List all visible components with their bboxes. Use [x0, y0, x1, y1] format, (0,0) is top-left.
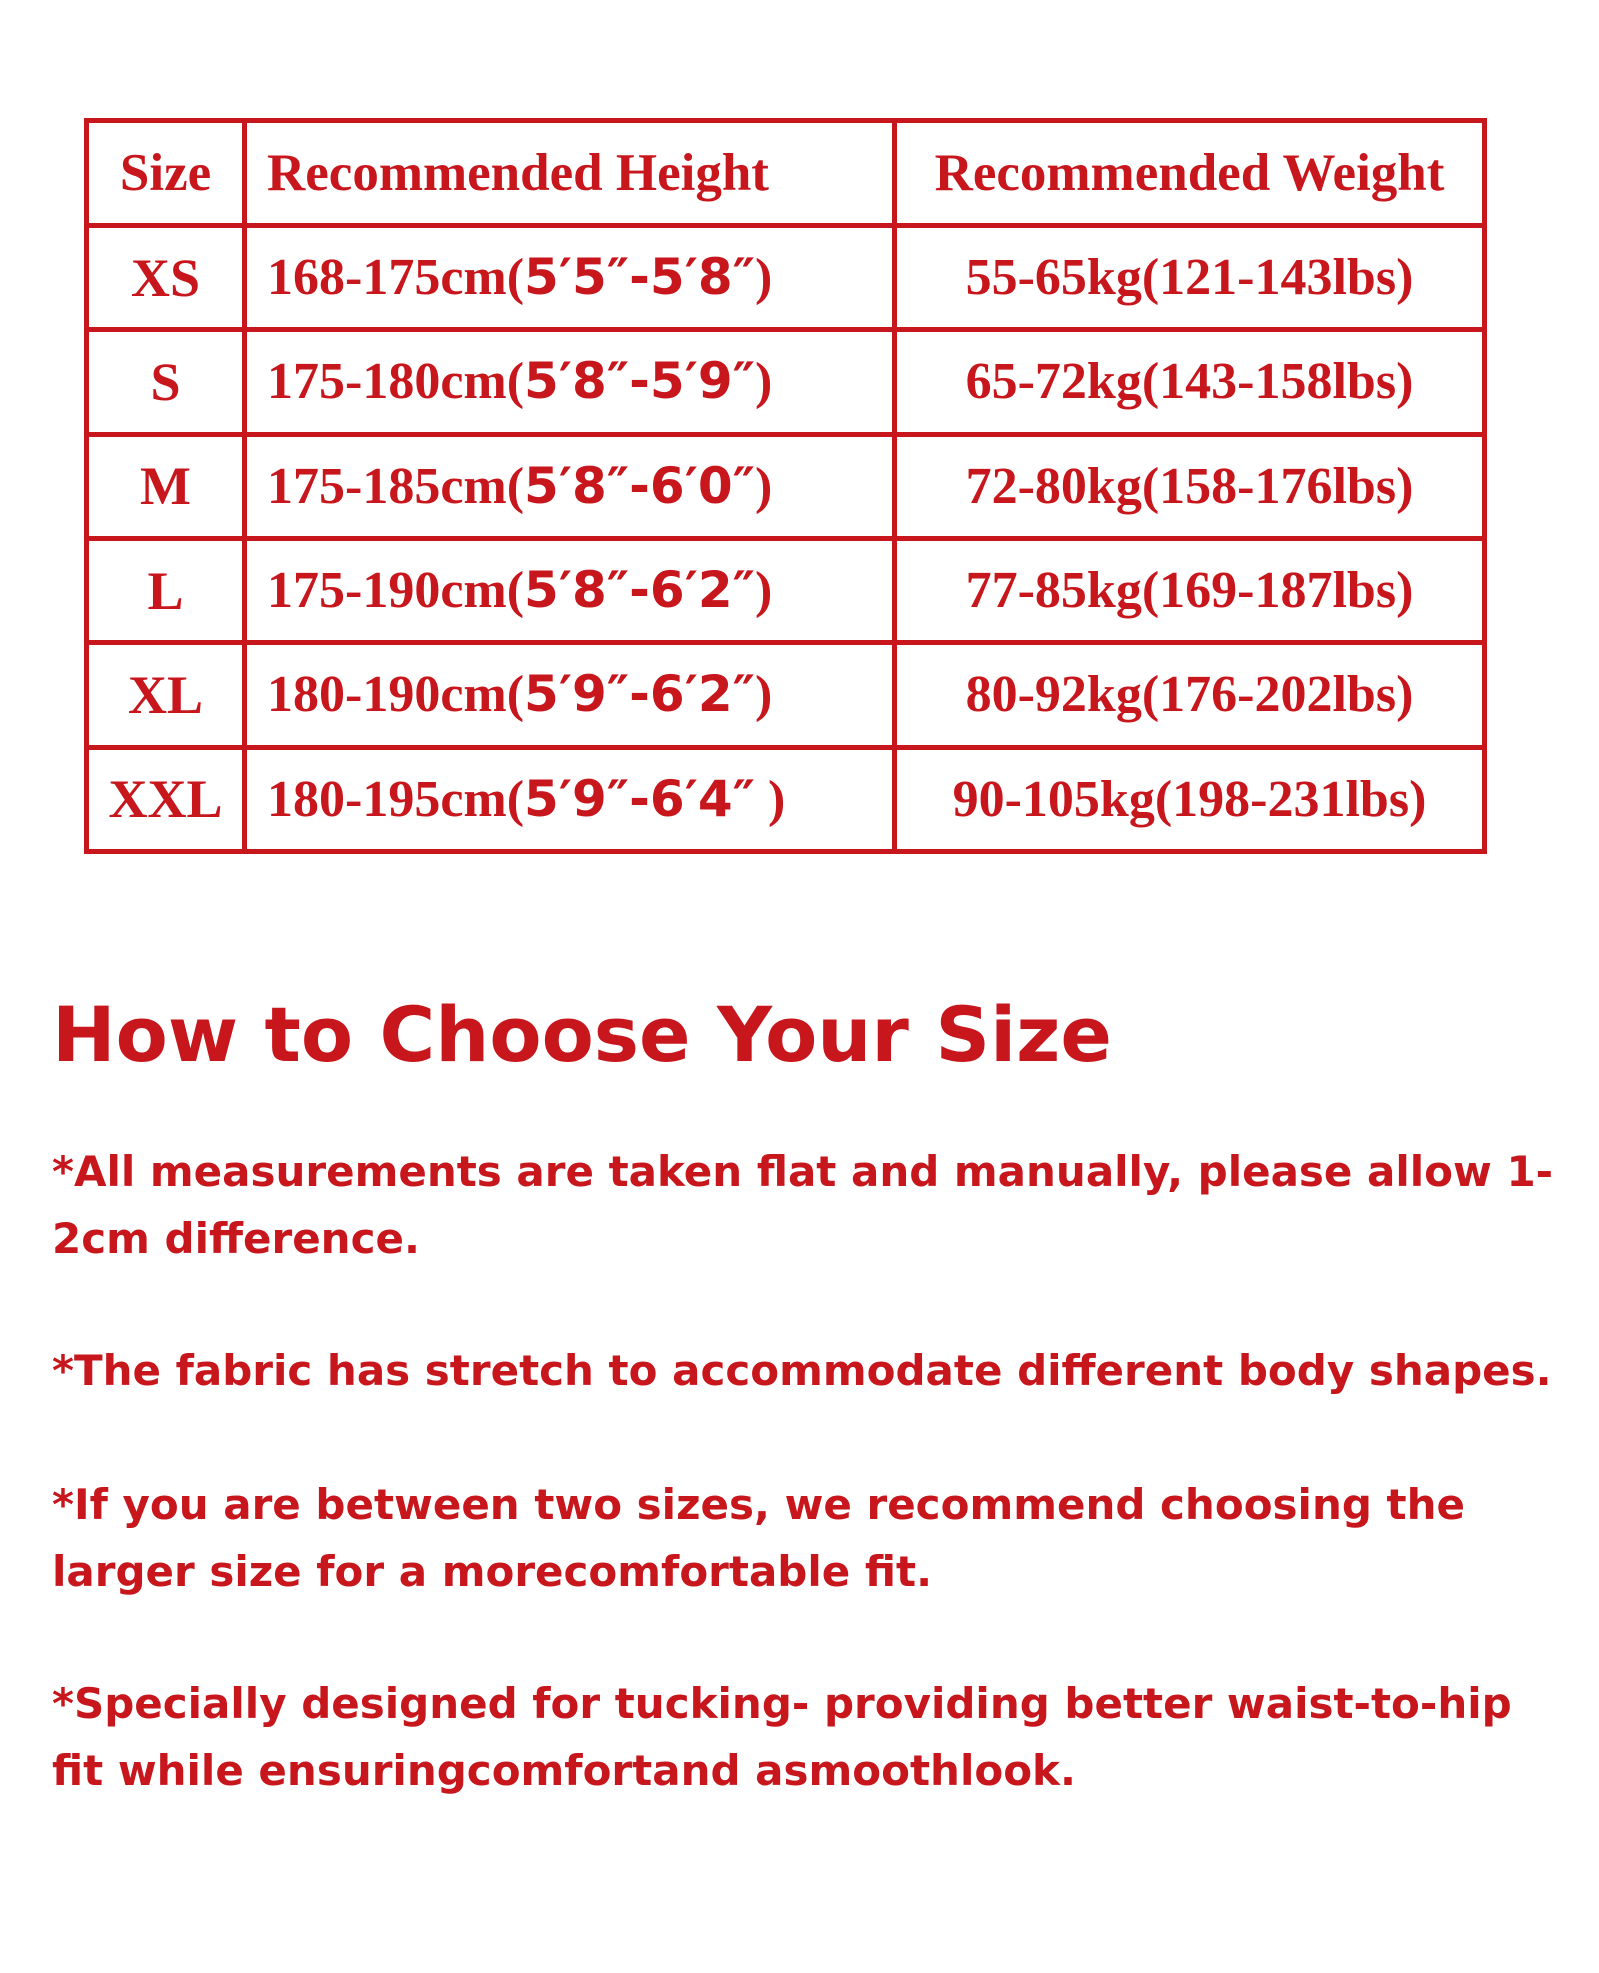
height-imperial: 5′5″-5′8″	[524, 248, 756, 307]
height-metric: 175-185cm	[267, 457, 507, 515]
height-imperial: 5′9″-6′2″	[524, 665, 756, 724]
paren-open: (	[506, 666, 525, 724]
size-chart-table	[84, 118, 1487, 854]
weight-cell: 65-72kg(143-158lbs)	[895, 330, 1485, 434]
height-cell	[245, 643, 895, 747]
table-row	[87, 747, 1485, 851]
paren-open: (	[506, 457, 525, 515]
paren-close: )	[755, 666, 773, 724]
paren-close: )	[755, 770, 786, 828]
weight-cell: 90-105kg(198-231lbs)	[895, 747, 1485, 851]
size-cell: S	[87, 330, 245, 434]
height-metric: 175-180cm	[267, 353, 507, 411]
paren-open: (	[506, 249, 525, 307]
paren-close: )	[755, 353, 773, 411]
size-cell: XL	[87, 643, 245, 747]
table-header-row	[87, 121, 1485, 226]
size-cell: L	[87, 538, 245, 642]
weight-cell: 80-92kg(176-202lbs)	[895, 643, 1485, 747]
height-metric: 180-195cm	[267, 770, 507, 828]
height-imperial: 5′8″-6′2″	[524, 561, 756, 620]
header-size: Size	[87, 121, 245, 226]
height-metric: 168-175cm	[267, 249, 507, 307]
table-row	[87, 434, 1485, 538]
paren-open: (	[506, 353, 525, 411]
height-cell	[245, 538, 895, 642]
header-recommended-height: Recommended Height	[245, 121, 895, 226]
paren-close: )	[755, 249, 773, 307]
weight-cell: 55-65kg(121-143lbs)	[895, 226, 1485, 330]
height-imperial: 5′8″-6′0″	[524, 456, 756, 515]
height-cell	[245, 330, 895, 434]
height-metric: 180-190cm	[267, 666, 507, 724]
height-imperial: 5′8″-5′9″	[524, 352, 756, 411]
note-fabric-stretch: *The fabric has stretch to accommodate different body shapes.	[52, 1346, 1552, 1395]
size-cell: M	[87, 434, 245, 538]
header-recommended-weight: Recommended Weight	[895, 121, 1485, 226]
note-between-sizes: *If you are between two sizes, we recommend choosing the larger size for a morecomfortable fit.	[52, 1480, 1465, 1596]
table-row	[87, 643, 1485, 747]
table-row	[87, 538, 1485, 642]
note-tucking-design: *Specially designed for tucking- providing better waist-to-hip fit while ensuringcomfortand asmoothlook.	[52, 1679, 1512, 1795]
table-row	[87, 330, 1485, 434]
size-guide-title: How to Choose Your Size	[52, 990, 1112, 1079]
height-imperial: 5′9″-6′4″	[524, 769, 756, 828]
note-measurements: *All measurements are taken flat and manually, please allow 1-2cm difference.	[52, 1147, 1554, 1263]
size-cell: XXL	[87, 747, 245, 851]
height-cell	[245, 226, 895, 330]
paren-close: )	[755, 562, 773, 620]
paren-open: (	[506, 770, 525, 828]
weight-cell: 72-80kg(158-176lbs)	[895, 434, 1485, 538]
height-metric: 175-190cm	[267, 562, 507, 620]
paren-open: (	[506, 562, 525, 620]
height-cell	[245, 747, 895, 851]
height-cell	[245, 434, 895, 538]
size-cell: XS	[87, 226, 245, 330]
table-row	[87, 226, 1485, 330]
paren-close: )	[755, 457, 773, 515]
weight-cell: 77-85kg(169-187lbs)	[895, 538, 1485, 642]
